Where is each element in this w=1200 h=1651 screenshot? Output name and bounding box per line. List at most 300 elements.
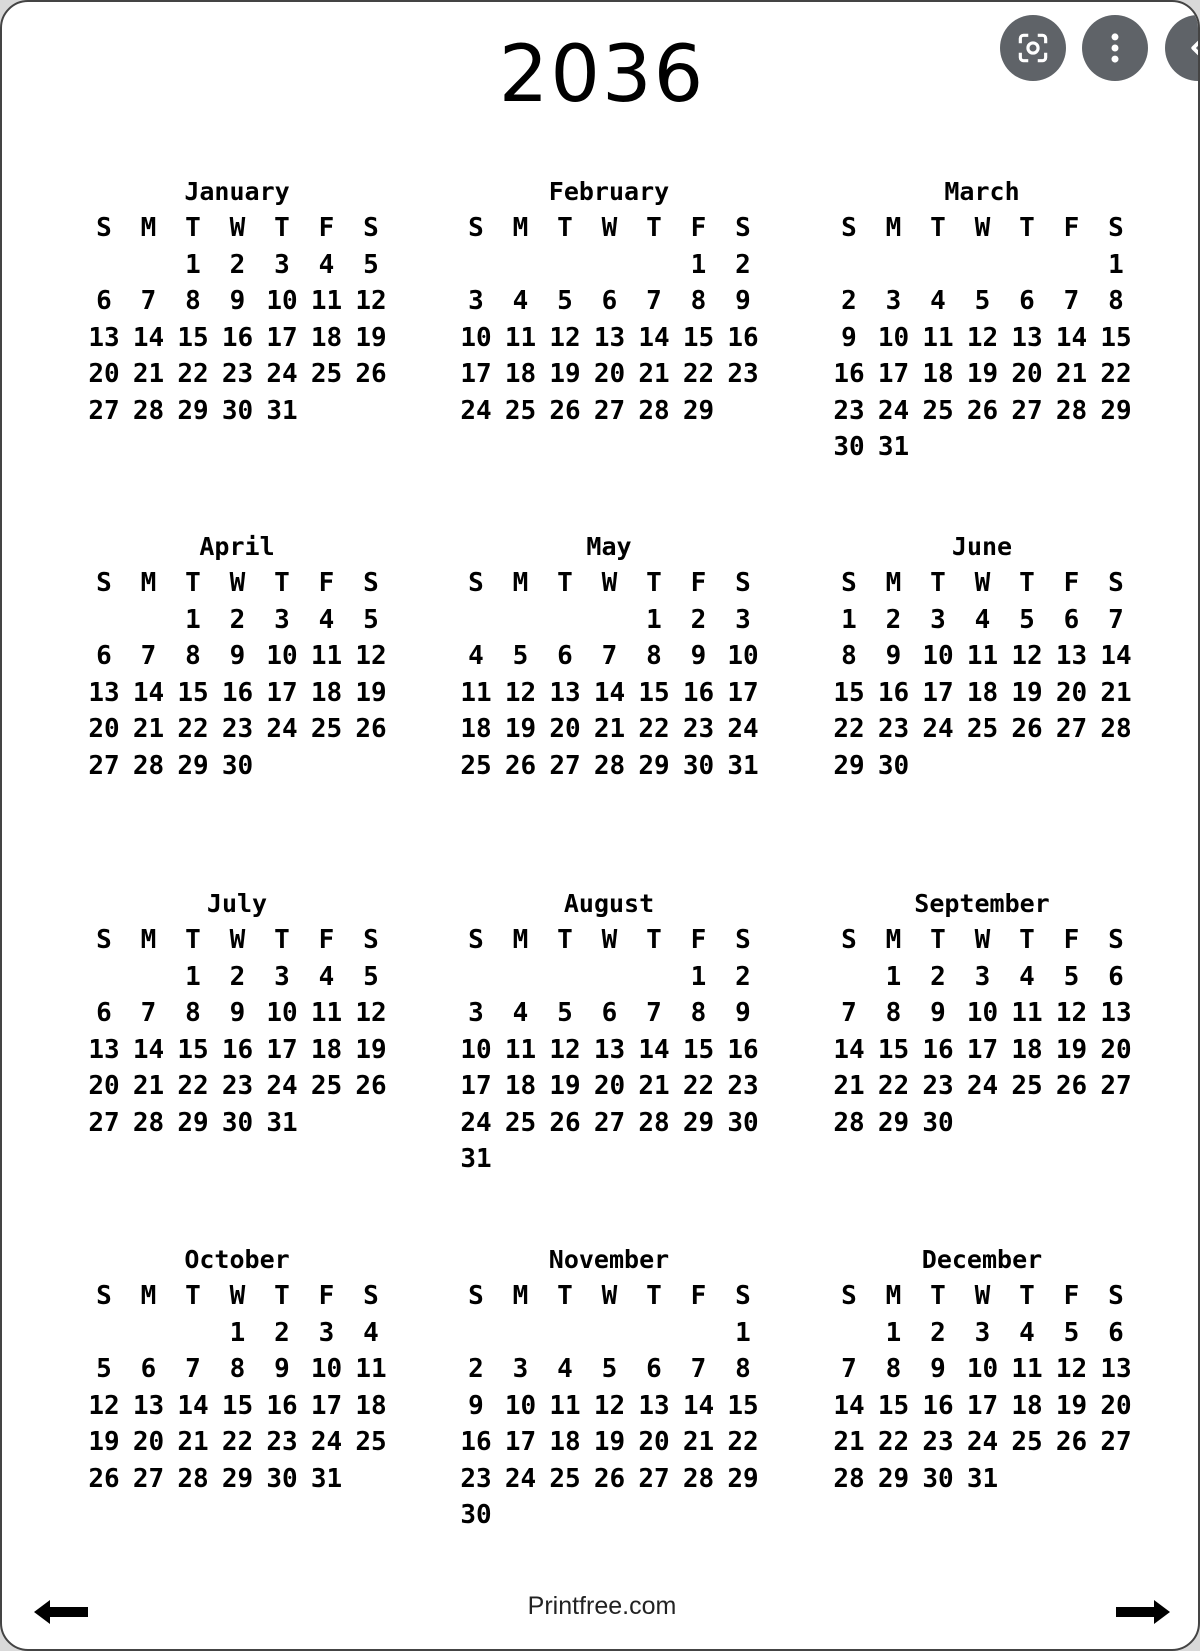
weekday-header: T <box>646 213 662 243</box>
day-cell: 22 <box>638 714 670 744</box>
day-cell: 14 <box>1055 322 1088 353</box>
day-cell: 29 <box>877 1463 910 1494</box>
day-cell: 1 <box>229 1317 246 1348</box>
day-cell: 12 <box>549 1034 581 1065</box>
day-cell: 20 <box>132 1427 165 1457</box>
day-cell: 23 <box>727 359 759 389</box>
day-cell: 17 <box>460 359 492 389</box>
day-cell: 19 <box>355 322 387 353</box>
year-title: 2036 <box>498 30 706 120</box>
day-cell: 20 <box>1100 1034 1132 1065</box>
day-cell: 13 <box>1055 641 1088 671</box>
weekday-header: W <box>601 925 618 955</box>
weekday-header: W <box>974 925 991 955</box>
day-cell: 16 <box>460 1427 492 1457</box>
day-cell: 7 <box>185 1354 201 1384</box>
day-cell: 10 <box>460 1034 492 1065</box>
day-cell: 4 <box>512 286 529 316</box>
day-cell: 5 <box>363 249 379 280</box>
day-cell: 20 <box>88 714 120 744</box>
day-cell: 5 <box>363 604 379 635</box>
weekday-header: S <box>468 213 484 243</box>
day-cell: 29 <box>1100 395 1132 426</box>
day-cell: 28 <box>132 395 165 426</box>
day-cell: 1 <box>690 249 707 280</box>
day-cell: 1 <box>885 961 902 992</box>
day-cell: 5 <box>557 998 573 1028</box>
day-cell: 17 <box>727 677 759 708</box>
day-cell: 13 <box>132 1390 165 1421</box>
day-cell: 2 <box>229 604 246 635</box>
weekday-header: F <box>690 1281 707 1311</box>
day-cell: 26 <box>355 714 387 744</box>
day-cell: 27 <box>88 1107 120 1138</box>
day-cell: 29 <box>638 750 670 781</box>
day-cell: 7 <box>1063 286 1080 316</box>
day-cell: 25 <box>310 1071 343 1101</box>
day-cell: 21 <box>682 1427 715 1457</box>
day-cell: 7 <box>841 998 857 1028</box>
weekday-header: S <box>96 568 112 598</box>
weekday-header: T <box>274 213 290 243</box>
month-name: April <box>199 532 275 561</box>
day-cell: 24 <box>922 714 954 744</box>
day-cell: 24 <box>460 1107 492 1138</box>
day-cell: 2 <box>885 604 902 635</box>
day-cell: 3 <box>930 604 946 635</box>
weekday-header: T <box>185 1281 201 1311</box>
day-cell: 25 <box>922 395 954 426</box>
day-cell: 19 <box>1055 1390 1088 1421</box>
day-cell: 29 <box>833 750 865 781</box>
day-cell: 14 <box>638 1034 670 1065</box>
day-cell: 5 <box>601 1354 618 1384</box>
day-cell: 7 <box>1108 604 1124 635</box>
day-cell: 11 <box>1011 998 1043 1028</box>
day-cell: 10 <box>266 998 298 1028</box>
day-cell: 25 <box>460 750 492 781</box>
day-cell: 8 <box>646 641 662 671</box>
day-cell: 24 <box>266 714 298 744</box>
day-cell: 29 <box>177 395 209 426</box>
day-cell: 11 <box>1011 1354 1043 1384</box>
day-cell: 21 <box>132 1071 165 1101</box>
day-cell: 23 <box>922 1427 954 1457</box>
day-cell: 2 <box>735 961 751 992</box>
day-cell: 4 <box>468 641 484 671</box>
day-cell: 15 <box>833 677 865 708</box>
day-cell: 6 <box>601 286 618 316</box>
day-cell: 10 <box>266 286 298 316</box>
day-cell: 8 <box>185 641 201 671</box>
weekday-header: M <box>140 213 157 243</box>
month-name: December <box>921 1245 1043 1274</box>
weekday-header: T <box>930 213 946 243</box>
day-cell: 13 <box>549 677 581 708</box>
day-cell: 29 <box>221 1463 254 1494</box>
weekday-header: T <box>185 568 201 598</box>
day-cell: 8 <box>885 1354 902 1384</box>
day-cell: 1 <box>185 604 201 635</box>
weekday-header: T <box>646 1281 662 1311</box>
weekday-header: S <box>468 925 484 955</box>
day-cell: 31 <box>877 432 910 462</box>
weekday-header: F <box>690 213 707 243</box>
weekday-header: S <box>363 1281 379 1311</box>
month-name: February <box>548 177 670 206</box>
weekday-header: F <box>318 1281 335 1311</box>
day-cell: 18 <box>1011 1034 1043 1065</box>
day-cell: 8 <box>185 998 201 1028</box>
weekday-header: T <box>646 568 662 598</box>
day-cell: 11 <box>310 286 343 316</box>
weekday-header: T <box>274 568 290 598</box>
day-cell: 10 <box>877 322 910 353</box>
month-name: October <box>184 1245 290 1274</box>
day-cell: 14 <box>833 1390 865 1421</box>
day-cell: 21 <box>833 1071 865 1101</box>
day-cell: 16 <box>727 1034 759 1065</box>
day-cell: 13 <box>88 1034 120 1065</box>
day-cell: 13 <box>638 1390 670 1421</box>
weekday-header: S <box>1108 213 1124 243</box>
day-cell: 8 <box>690 998 707 1028</box>
day-cell: 9 <box>735 998 751 1028</box>
day-cell: 9 <box>468 1390 484 1421</box>
weekday-header: M <box>885 925 902 955</box>
day-cell: 1 <box>1108 249 1124 280</box>
day-cell: 15 <box>221 1390 254 1421</box>
day-cell: 4 <box>1019 1317 1035 1348</box>
day-cell: 3 <box>512 1354 529 1384</box>
day-cell: 7 <box>140 641 157 671</box>
day-cell: 12 <box>88 1390 120 1421</box>
day-cell: 25 <box>1011 1427 1043 1457</box>
day-cell: 4 <box>512 998 529 1028</box>
weekday-header: T <box>646 925 662 955</box>
day-cell: 30 <box>682 750 715 781</box>
weekday-header: T <box>274 1281 290 1311</box>
weekday-header: W <box>974 1281 991 1311</box>
day-cell: 15 <box>638 677 670 708</box>
day-cell: 14 <box>132 322 165 353</box>
day-cell: 8 <box>1108 286 1124 316</box>
day-cell: 17 <box>877 359 910 389</box>
day-cell: 12 <box>355 998 387 1028</box>
day-cell: 30 <box>922 1463 954 1494</box>
day-cell: 20 <box>593 1071 626 1101</box>
weekday-header: T <box>185 213 201 243</box>
weekday-header: F <box>1063 1281 1080 1311</box>
day-cell: 5 <box>96 1354 112 1384</box>
day-cell: 19 <box>593 1427 626 1457</box>
day-cell: 8 <box>185 286 201 316</box>
day-cell: 2 <box>690 604 707 635</box>
day-cell: 20 <box>638 1427 670 1457</box>
day-cell: 26 <box>1011 714 1043 744</box>
day-cell: 7 <box>646 286 662 316</box>
day-cell: 3 <box>274 604 290 635</box>
day-cell: 20 <box>1011 359 1043 389</box>
day-cell: 4 <box>557 1354 573 1384</box>
day-cell: 20 <box>1055 677 1088 708</box>
day-cell: 25 <box>549 1463 581 1494</box>
weekday-header: W <box>229 1281 246 1311</box>
day-cell: 12 <box>1011 641 1043 671</box>
more-vert-icon <box>1096 29 1134 67</box>
day-cell: 4 <box>930 286 946 316</box>
day-cell: 16 <box>727 322 759 353</box>
day-cell: 12 <box>593 1390 626 1421</box>
day-cell: 3 <box>468 286 484 316</box>
month-name: June <box>951 532 1013 561</box>
day-cell: 31 <box>266 1107 298 1138</box>
day-cell: 27 <box>593 1107 626 1138</box>
day-cell: 30 <box>221 750 254 781</box>
day-cell: 26 <box>504 750 537 781</box>
day-cell: 22 <box>221 1427 254 1457</box>
day-cell: 18 <box>1011 1390 1043 1421</box>
footer-site: Printfree.com <box>527 1592 677 1620</box>
day-cell: 13 <box>88 322 120 353</box>
day-cell: 20 <box>549 714 581 744</box>
day-cell: 14 <box>593 677 626 708</box>
month-name: July <box>206 889 268 918</box>
day-cell: 7 <box>140 998 157 1028</box>
day-cell: 20 <box>1100 1390 1132 1421</box>
day-cell: 19 <box>88 1427 120 1457</box>
day-cell: 11 <box>504 322 537 353</box>
month-name: January <box>184 177 290 206</box>
day-cell: 31 <box>966 1463 999 1494</box>
day-cell: 2 <box>274 1317 290 1348</box>
weekday-header: S <box>96 213 112 243</box>
day-cell: 12 <box>355 641 387 671</box>
day-cell: 7 <box>690 1354 707 1384</box>
weekday-header: S <box>735 568 751 598</box>
day-cell: 23 <box>877 714 910 744</box>
day-cell: 6 <box>557 641 573 671</box>
chevron-left-icon <box>1179 29 1200 67</box>
arrow-right-icon[interactable] <box>1114 1598 1170 1626</box>
lens-button[interactable] <box>1000 15 1066 81</box>
day-cell: 30 <box>922 1107 954 1138</box>
weekday-header: F <box>318 568 335 598</box>
weekday-header: W <box>229 925 246 955</box>
day-cell: 22 <box>177 359 209 389</box>
weekday-header: S <box>1108 568 1124 598</box>
day-cell: 9 <box>690 641 707 671</box>
day-cell: 22 <box>1100 359 1132 389</box>
weekday-header: M <box>885 213 902 243</box>
day-cell: 25 <box>1011 1071 1043 1101</box>
day-cell: 25 <box>504 395 537 426</box>
day-cell: 26 <box>549 1107 581 1138</box>
day-cell: 30 <box>833 432 865 462</box>
weekday-header: W <box>229 568 246 598</box>
day-cell: 9 <box>930 998 946 1028</box>
day-cell: 26 <box>88 1463 120 1494</box>
day-cell: 31 <box>266 395 298 426</box>
month-name: November <box>548 1245 670 1274</box>
day-cell: 21 <box>1055 359 1088 389</box>
day-cell: 22 <box>682 1071 715 1101</box>
day-cell: 17 <box>310 1390 343 1421</box>
day-cell: 19 <box>355 1034 387 1065</box>
day-cell: 30 <box>460 1500 492 1530</box>
day-cell: 14 <box>682 1390 715 1421</box>
day-cell: 21 <box>638 359 670 389</box>
day-cell: 14 <box>1100 641 1132 671</box>
weekday-header: S <box>363 568 379 598</box>
day-cell: 14 <box>638 322 670 353</box>
day-cell: 11 <box>549 1390 581 1421</box>
weekday-header: T <box>557 568 573 598</box>
day-cell: 26 <box>355 359 387 389</box>
weekday-header: M <box>512 925 529 955</box>
lens-icon <box>1014 29 1052 67</box>
day-cell: 21 <box>638 1071 670 1101</box>
day-cell: 30 <box>877 750 910 781</box>
day-cell: 16 <box>221 1034 254 1065</box>
day-cell: 3 <box>274 249 290 280</box>
day-cell: 10 <box>504 1390 537 1421</box>
weekday-header: S <box>735 1281 751 1311</box>
day-cell: 1 <box>690 961 707 992</box>
day-cell: 17 <box>266 677 298 708</box>
day-cell: 2 <box>841 286 857 316</box>
day-cell: 18 <box>504 1071 537 1101</box>
day-cell: 27 <box>88 750 120 781</box>
day-cell: 11 <box>310 641 343 671</box>
day-cell: 2 <box>930 961 946 992</box>
day-cell: 22 <box>177 714 209 744</box>
day-cell: 26 <box>355 1071 387 1101</box>
day-cell: 27 <box>638 1463 670 1494</box>
day-cell: 10 <box>922 641 954 671</box>
day-cell: 24 <box>966 1071 999 1101</box>
day-cell: 10 <box>966 998 999 1028</box>
day-cell: 3 <box>274 961 290 992</box>
day-cell: 25 <box>355 1427 387 1457</box>
day-cell: 15 <box>877 1390 910 1421</box>
weekday-header: M <box>512 1281 529 1311</box>
weekday-header: S <box>1108 925 1124 955</box>
day-cell: 5 <box>1063 961 1080 992</box>
day-cell: 7 <box>841 1354 857 1384</box>
day-cell: 17 <box>922 677 954 708</box>
day-cell: 21 <box>177 1427 209 1457</box>
day-cell: 27 <box>593 395 626 426</box>
day-cell: 15 <box>727 1390 759 1421</box>
day-cell: 28 <box>638 1107 670 1138</box>
day-cell: 23 <box>682 714 715 744</box>
day-cell: 1 <box>885 1317 902 1348</box>
day-cell: 26 <box>549 395 581 426</box>
day-cell: 21 <box>132 714 165 744</box>
day-cell: 2 <box>735 249 751 280</box>
day-cell: 22 <box>727 1427 759 1457</box>
day-cell: 5 <box>1019 604 1035 635</box>
day-cell: 18 <box>355 1390 387 1421</box>
weekday-header: F <box>690 568 707 598</box>
day-cell: 19 <box>549 359 581 389</box>
day-cell: 28 <box>682 1463 715 1494</box>
weekday-header: S <box>363 213 379 243</box>
day-cell: 11 <box>460 677 492 708</box>
weekday-header: T <box>185 925 201 955</box>
day-cell: 21 <box>833 1427 865 1457</box>
day-cell: 1 <box>185 961 201 992</box>
day-cell: 19 <box>966 359 999 389</box>
weekday-header: S <box>96 1281 112 1311</box>
day-cell: 7 <box>601 641 618 671</box>
day-cell: 20 <box>593 359 626 389</box>
day-cell: 16 <box>922 1034 954 1065</box>
weekday-header: T <box>1019 568 1035 598</box>
weekday-header: T <box>930 925 946 955</box>
weekday-header: S <box>841 568 857 598</box>
day-cell: 22 <box>682 359 715 389</box>
day-cell: 1 <box>646 604 662 635</box>
day-cell: 29 <box>682 1107 715 1138</box>
day-cell: 8 <box>690 286 707 316</box>
day-cell: 11 <box>922 322 954 353</box>
day-cell: 9 <box>930 1354 946 1384</box>
day-cell: 24 <box>877 395 910 426</box>
weekday-header: T <box>1019 925 1035 955</box>
weekday-header: F <box>318 925 335 955</box>
weekday-header: F <box>318 213 335 243</box>
weekday-header: W <box>229 213 246 243</box>
weekday-header: T <box>1019 213 1035 243</box>
day-cell: 9 <box>229 998 246 1028</box>
day-cell: 4 <box>974 604 991 635</box>
day-cell: 3 <box>974 961 991 992</box>
day-cell: 27 <box>1055 714 1088 744</box>
day-cell: 3 <box>318 1317 335 1348</box>
day-cell: 24 <box>310 1427 343 1457</box>
day-cell: 26 <box>966 395 999 426</box>
weekday-header: T <box>274 925 290 955</box>
weekday-header: S <box>735 213 751 243</box>
day-cell: 15 <box>682 1034 715 1065</box>
day-cell: 14 <box>132 1034 165 1065</box>
day-cell: 14 <box>132 677 165 708</box>
day-cell: 7 <box>140 286 157 316</box>
day-cell: 6 <box>1063 604 1080 635</box>
day-cell: 4 <box>318 961 335 992</box>
day-cell: 17 <box>266 322 298 353</box>
day-cell: 13 <box>1100 1354 1132 1384</box>
more-options-button[interactable] <box>1082 15 1148 81</box>
day-cell: 6 <box>1019 286 1035 316</box>
day-cell: 3 <box>885 286 902 316</box>
day-cell: 13 <box>1100 998 1132 1028</box>
day-cell: 6 <box>140 1354 157 1384</box>
day-cell: 19 <box>1055 1034 1088 1065</box>
weekday-header: S <box>841 925 857 955</box>
day-cell: 16 <box>221 322 254 353</box>
day-cell: 22 <box>833 714 865 744</box>
weekday-header: S <box>841 1281 857 1311</box>
day-cell: 2 <box>229 961 246 992</box>
day-cell: 19 <box>549 1071 581 1101</box>
day-cell: 15 <box>177 677 209 708</box>
day-cell: 30 <box>727 1107 759 1138</box>
day-cell: 29 <box>877 1107 910 1138</box>
month-name: May <box>586 532 632 561</box>
